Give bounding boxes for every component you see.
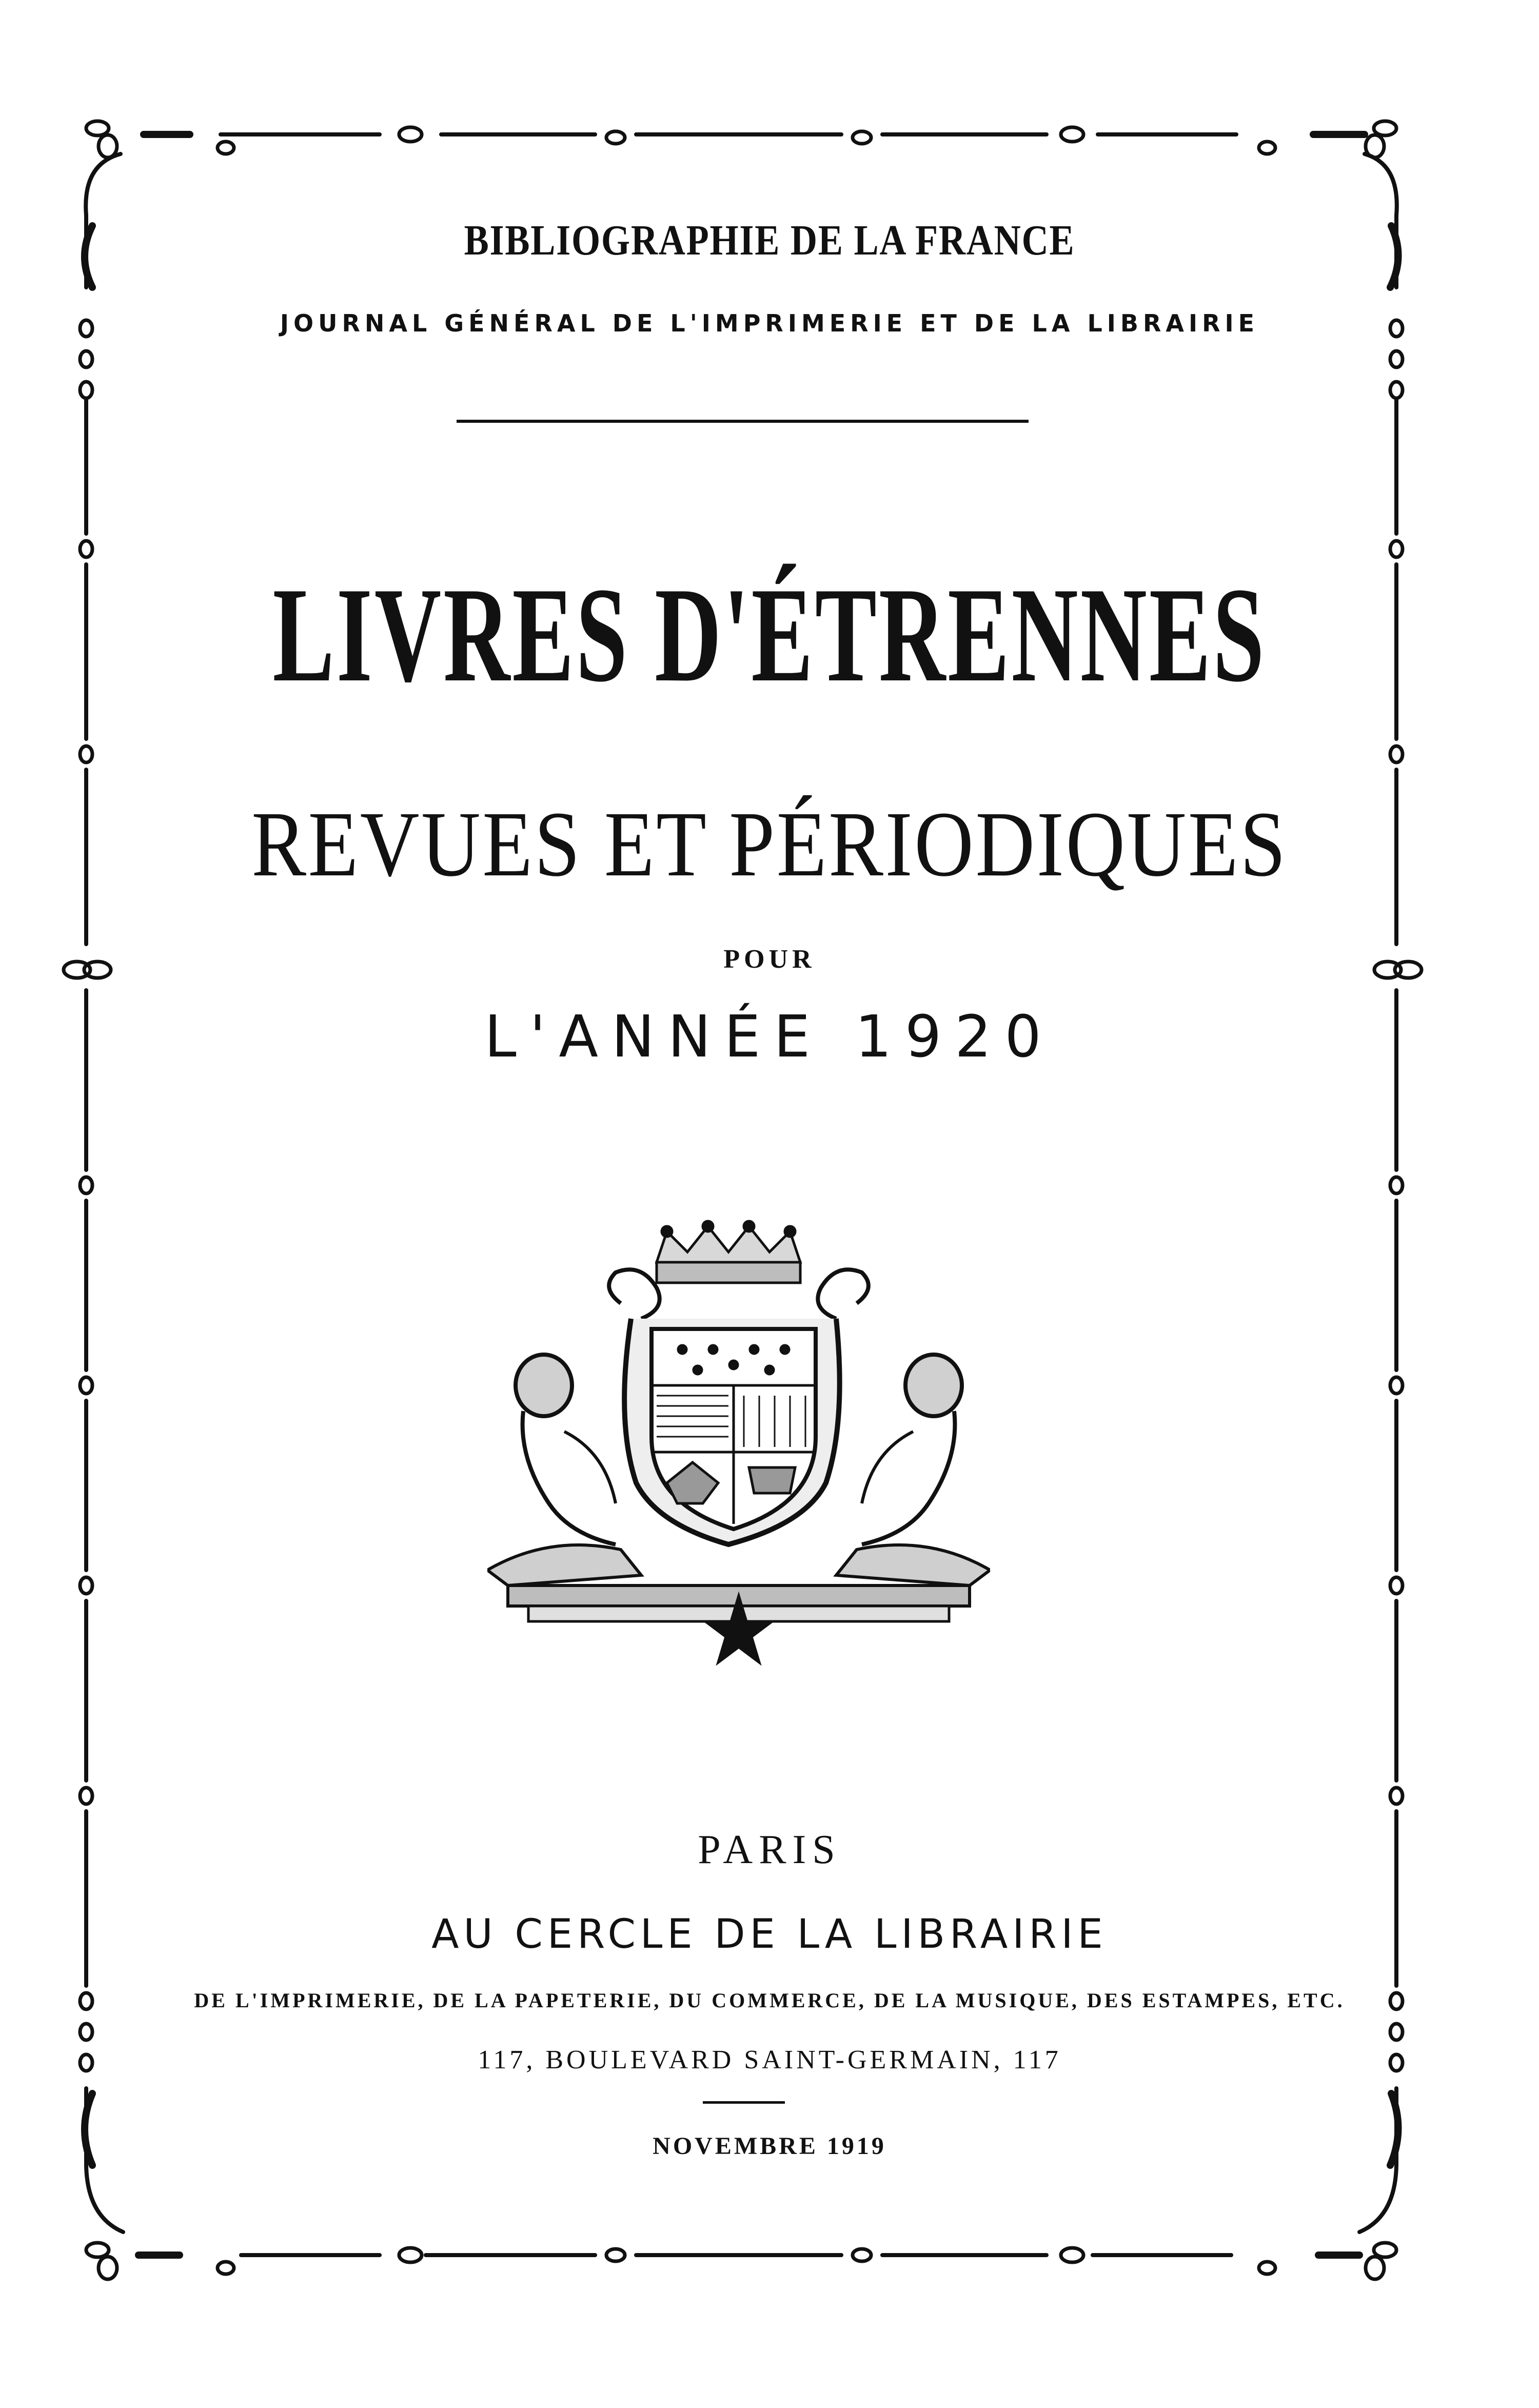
imprint-date: NOVEMBRE 1919 — [653, 2132, 886, 2160]
second-title: REVUES ET PÉRIODIQUES — [251, 793, 1288, 896]
imprint-address: 117, BOULEVARD SAINT-GERMAIN, 117 — [478, 2045, 1061, 2074]
imprint-trades: DE L'IMPRIMERIE, DE LA PAPETERIE, DU COMMERCE, DE LA MUSIQUE, DES ESTAMPES, ETC. — [194, 1989, 1345, 2012]
main-title: LIVRES D'ÉTRENNES — [272, 560, 1267, 710]
short-divider — [703, 2101, 785, 2104]
journal-subtitle: JOURNAL GÉNÉRAL DE L'IMPRIMERIE ET DE LA LIBRAIRIE — [280, 309, 1259, 337]
imprint-publisher: AU CERCLE DE LA LIBRAIRIE — [431, 1911, 1108, 1957]
imprint-city: PARIS — [698, 1827, 841, 1872]
divider-rule — [457, 420, 1029, 423]
coat-of-arms-emblem — [487, 1216, 990, 1668]
year-line: L'ANNÉE 1920 — [484, 1004, 1055, 1070]
pour-label: POUR — [723, 945, 816, 974]
journal-title: BIBLIOGRAPHIE DE LA FRANCE — [464, 217, 1075, 264]
